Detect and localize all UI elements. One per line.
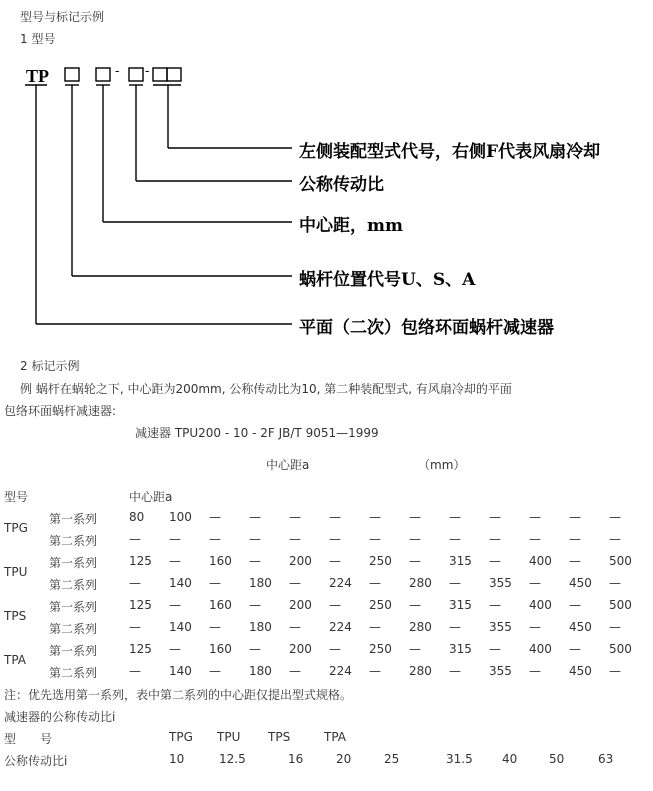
diagram-label-center-distance: 中心距，mm — [299, 216, 403, 236]
table-cell: — — [369, 576, 381, 590]
table-cell: — — [529, 664, 541, 678]
table-cell: — — [289, 620, 301, 634]
section-1-title: 1 型号 — [20, 32, 56, 46]
table-cell: — — [169, 554, 181, 568]
ratio-title: 减速器的公称传动比i — [4, 710, 116, 724]
diagram-box-4 — [153, 68, 167, 81]
diagram-label-assembly: 左侧装配型式代号，右侧F代表风扇冷却 — [299, 142, 601, 162]
table-cell: — — [489, 510, 501, 524]
ratio-model-tps: TPS — [268, 730, 291, 744]
table-cell: — — [609, 532, 621, 546]
table-cell: — — [249, 510, 261, 524]
table-cell: — — [569, 510, 581, 524]
table-cell: — — [369, 532, 381, 546]
table-cell: — — [409, 532, 421, 546]
diagram-box-3 — [129, 68, 143, 81]
diagram-label-ratio: 公称传动比 — [299, 175, 384, 195]
ratio-header-b: 号 — [40, 732, 53, 746]
diagram-prefix: TP — [26, 66, 50, 86]
table-cell: 125 — [129, 554, 152, 568]
marking-example: 减速器 TPU200 - 10 - 2F JB/T 9051—1999 — [135, 426, 379, 440]
table-cell: — — [329, 554, 341, 568]
table-series-label: 第一系列 — [49, 644, 98, 658]
table-cell: — — [409, 510, 421, 524]
table-cell: 140 — [169, 576, 192, 590]
table-cell: 200 — [289, 554, 312, 568]
table-cell: 450 — [569, 664, 592, 678]
ratio-value: 40 — [502, 752, 518, 766]
table-cell: 400 — [529, 642, 552, 656]
table-unit: （mm） — [418, 458, 466, 472]
table-cell: 500 — [609, 554, 632, 568]
table-series-label: 第二系列 — [49, 666, 98, 680]
table-model-label: TPS — [4, 609, 27, 623]
ratio-value: 16 — [288, 752, 304, 766]
diagram-dash-1: - — [115, 64, 120, 79]
table-cell: — — [249, 598, 261, 612]
table-cell: — — [289, 532, 301, 546]
table-cell: 280 — [409, 620, 432, 634]
table-cell: 180 — [249, 620, 272, 634]
ratio-value: 20 — [336, 752, 352, 766]
section-2-title: 2 标记示例 — [20, 359, 80, 373]
table-cell: — — [169, 642, 181, 656]
table-cell: — — [409, 598, 421, 612]
table-cell: 315 — [449, 554, 472, 568]
table-cell: — — [489, 532, 501, 546]
table-cell: — — [529, 620, 541, 634]
table-cell: — — [449, 576, 461, 590]
table-cell: — — [569, 642, 581, 656]
table-cell: — — [609, 664, 621, 678]
table-cell: — — [249, 532, 261, 546]
diagram-dash-2: - — [145, 64, 150, 79]
table-cell: 250 — [369, 554, 392, 568]
table-cell: — — [169, 598, 181, 612]
diagram-box-1 — [65, 68, 79, 81]
table-cell: — — [329, 598, 341, 612]
ratio-model-tpu: TPU — [217, 730, 241, 744]
table-cell: — — [169, 532, 181, 546]
table-cell: — — [369, 664, 381, 678]
table-cell: 140 — [169, 664, 192, 678]
table-model-label: TPU — [4, 565, 28, 579]
ratio-row-label: 公称传动比i — [4, 754, 68, 768]
table-cell: 315 — [449, 642, 472, 656]
table-cell: 200 — [289, 642, 312, 656]
table-cell: 500 — [609, 642, 632, 656]
table-cell: — — [249, 642, 261, 656]
table-cell: 200 — [289, 598, 312, 612]
table-cell: — — [289, 510, 301, 524]
table-header-center: 中心距a — [129, 490, 173, 504]
model-designation-diagram — [11, 54, 648, 346]
table-cell: — — [209, 532, 221, 546]
table-cell: 280 — [409, 576, 432, 590]
table-cell: 315 — [449, 598, 472, 612]
example-line-2: 包络环面蜗杆减速器: — [4, 404, 117, 418]
table-cell: — — [529, 576, 541, 590]
table-cell: — — [129, 576, 141, 590]
table-cell: 500 — [609, 598, 632, 612]
table-cell: 250 — [369, 642, 392, 656]
table-series-label: 第二系列 — [49, 622, 98, 636]
heading: 型号与标记示例 — [20, 10, 105, 24]
ratio-model-tpa: TPA — [324, 730, 347, 744]
table-cell: 80 — [129, 510, 145, 524]
table-cell: 125 — [129, 642, 152, 656]
table-cell: 355 — [489, 664, 512, 678]
table-cell: 224 — [329, 576, 352, 590]
table-series-label: 第二系列 — [49, 578, 98, 592]
table-cell: — — [529, 532, 541, 546]
table-cell: 100 — [169, 510, 192, 524]
table-cell: — — [569, 598, 581, 612]
table-cell: — — [329, 642, 341, 656]
table-cell: 180 — [249, 664, 272, 678]
table-cell: — — [489, 554, 501, 568]
ratio-value: 25 — [384, 752, 400, 766]
table-cell: 180 — [249, 576, 272, 590]
table-cell: — — [609, 620, 621, 634]
table-cell: — — [449, 510, 461, 524]
table-cell: — — [209, 510, 221, 524]
table-series-label: 第一系列 — [49, 556, 98, 570]
table-model-label: TPA — [4, 653, 27, 667]
table-cell: — — [449, 620, 461, 634]
diagram-box-5 — [167, 68, 181, 81]
table-cell: 160 — [209, 554, 232, 568]
diagram-box-2 — [96, 68, 110, 81]
table-cell: — — [369, 620, 381, 634]
table-cell: 400 — [529, 554, 552, 568]
ratio-header-a: 型 — [4, 732, 17, 746]
table-cell: — — [369, 510, 381, 524]
table-note: 注：优先选用第一系列，表中第二系列的中心距仅提出型式规格。 — [4, 688, 353, 702]
table-cell: — — [249, 554, 261, 568]
table-cell: 250 — [369, 598, 392, 612]
table-cell: — — [409, 642, 421, 656]
table-cell: — — [209, 620, 221, 634]
table-cell: — — [329, 510, 341, 524]
table-cell: — — [129, 532, 141, 546]
table-cell: 224 — [329, 620, 352, 634]
table-series-label: 第二系列 — [49, 534, 98, 548]
table-cell: 355 — [489, 620, 512, 634]
table-cell: — — [569, 554, 581, 568]
table-cell: — — [449, 664, 461, 678]
table-cell: 224 — [329, 664, 352, 678]
diagram-lines — [11, 54, 648, 346]
table-header-model: 型号 — [4, 490, 29, 504]
table-cell: 125 — [129, 598, 152, 612]
table-cell: — — [489, 598, 501, 612]
table-cell: — — [609, 576, 621, 590]
table-cell: 450 — [569, 576, 592, 590]
table-cell: 280 — [409, 664, 432, 678]
table-cell: — — [609, 510, 621, 524]
table-cell: 400 — [529, 598, 552, 612]
table-series-label: 第一系列 — [49, 512, 98, 526]
table-cell: — — [409, 554, 421, 568]
table-series-label: 第一系列 — [49, 600, 98, 614]
table-cell: — — [489, 642, 501, 656]
table-cell: — — [329, 532, 341, 546]
table-model-label: TPG — [4, 521, 28, 535]
table-cell: — — [529, 510, 541, 524]
table-cell: 160 — [209, 642, 232, 656]
table-cell: — — [449, 532, 461, 546]
table-cell: — — [129, 664, 141, 678]
ratio-value: 31.5 — [446, 752, 473, 766]
table-cell: 160 — [209, 598, 232, 612]
ratio-value: 63 — [598, 752, 614, 766]
table-cell: — — [209, 576, 221, 590]
diagram-label-reducer-type: 平面（二次）包络环面蜗杆减速器 — [299, 318, 554, 338]
table-cell: — — [289, 576, 301, 590]
ratio-model-tpg: TPG — [169, 730, 193, 744]
table-cell: — — [129, 620, 141, 634]
table-caption: 中心距a — [266, 458, 310, 472]
example-line-1: 例 蜗杆在蜗轮之下, 中心距为200mm, 公称传动比为10, 第二种装配型式, 有风扇冷却的平面 — [20, 382, 512, 396]
ratio-value: 50 — [549, 752, 565, 766]
ratio-value: 10 — [169, 752, 185, 766]
ratio-value: 12.5 — [219, 752, 246, 766]
diagram-label-worm-position: 蜗杆位置代号U、S、A — [299, 270, 476, 290]
table-cell: 355 — [489, 576, 512, 590]
table-cell: 450 — [569, 620, 592, 634]
table-cell: — — [289, 664, 301, 678]
table-cell: — — [209, 664, 221, 678]
table-cell: 140 — [169, 620, 192, 634]
table-cell: — — [569, 532, 581, 546]
